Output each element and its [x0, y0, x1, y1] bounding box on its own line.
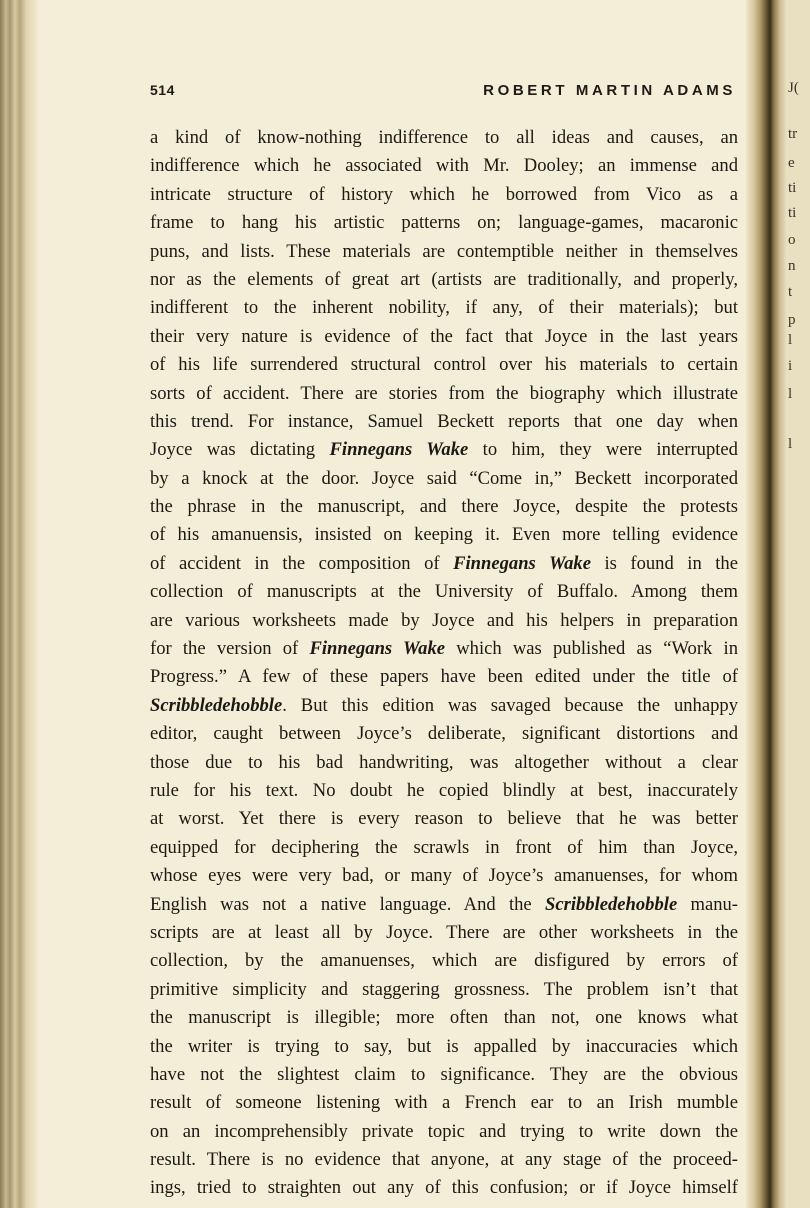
text-line — [150, 805, 738, 833]
text-line — [150, 834, 738, 862]
adjacent-page-fragment: e — [788, 155, 795, 171]
text-line — [150, 947, 738, 975]
text-segment: editor, caught between Joyce’s deliberate, significant distortions and — [150, 723, 738, 745]
text-segment: to him, they were interrupted — [468, 439, 738, 461]
book-gutter — [746, 0, 786, 1208]
text-segment: manu- — [677, 893, 738, 915]
text-segment: puns, and lists. These materials are contemptible neither in themselves — [150, 240, 738, 262]
text-line — [150, 152, 738, 180]
text-segment: the writer is trying to say, but is appalled by inaccuracies which — [150, 1035, 738, 1057]
text-segment: result. There is no evidence that anyone, at any stage of the proceed- — [150, 1149, 738, 1171]
text-line — [150, 1033, 738, 1061]
text-segment: a kind of know-nothing indifference to all ideas and causes, an — [150, 127, 738, 148]
text-segment: collection, by the amanuenses, which are disfigured by errors of — [150, 950, 738, 972]
text-segment: equipped for deciphering the scrawls in front of him than Joyce, — [150, 836, 738, 858]
text-line — [150, 862, 738, 890]
text-segment: ings, tried to straighten out any of this confusion; or if Joyce himself — [150, 1177, 738, 1199]
running-head-author: ROBERT MARTIN ADAMS — [483, 82, 736, 99]
text-line — [150, 266, 738, 294]
text-line — [150, 550, 738, 578]
adjacent-page-fragment: t — [788, 284, 793, 300]
text-segment: the manuscript is illegible; more often than not, one knows what — [150, 1007, 738, 1029]
italic-title: Scribbledehobble — [544, 893, 678, 915]
text-line — [150, 692, 738, 720]
text-segment: the phrase in the manuscript, and there Joyce, despite the protests — [150, 496, 738, 518]
text-line — [150, 891, 738, 919]
text-segment: for the version of — [150, 638, 310, 660]
text-segment: sorts of accident. There are stories from the biography which illustrate — [150, 382, 738, 404]
text-line — [150, 181, 738, 209]
text-line — [150, 436, 738, 464]
text-segment: which was published as “Work in — [445, 638, 738, 660]
text-segment: Joyce was dictating — [150, 439, 330, 461]
adjacent-page-fragment: p — [788, 312, 796, 328]
text-segment: are various worksheets made by Joyce and his helpers in preparation — [150, 609, 738, 631]
text-segment: this trend. For instance, Samuel Beckett reports that one day when — [150, 410, 738, 432]
adjacent-page-fragment: J( — [788, 80, 799, 96]
text-line — [150, 465, 738, 493]
text-segment: intricate structure of history which he borrowed from Vico as a — [150, 183, 738, 205]
italic-title: Finnegans Wake — [309, 638, 446, 660]
text-segment: on an incomprehensibly private topic and trying to write down the — [150, 1120, 738, 1142]
adjacent-page-edge — [786, 0, 810, 1208]
text-line — [150, 777, 738, 805]
running-head — [150, 82, 736, 104]
text-line — [150, 663, 738, 691]
text-line — [150, 493, 738, 521]
text-line — [150, 238, 738, 266]
body-text — [150, 124, 738, 1203]
text-line — [150, 607, 738, 635]
adjacent-page-fragment: tr — [788, 126, 798, 142]
adjacent-page-fragment: ti — [788, 180, 797, 196]
text-line — [150, 380, 738, 408]
text-segment: . But this edition was savaged because the unhappy — [282, 694, 738, 716]
book-binding-left — [0, 0, 38, 1208]
text-line — [150, 976, 738, 1004]
text-line — [150, 635, 738, 663]
text-line — [150, 1061, 738, 1089]
text-line — [150, 294, 738, 322]
text-line — [150, 749, 738, 777]
text-segment: whose eyes were very bad, or many of Joyce’s amanuenses, for whom — [150, 865, 738, 887]
text-segment: rule for his text. No doubt he copied blindly at best, inaccurately — [150, 779, 738, 801]
text-line — [150, 408, 738, 436]
text-line — [150, 1174, 738, 1202]
text-line — [150, 323, 738, 351]
text-line — [150, 1089, 738, 1117]
text-line — [150, 1004, 738, 1032]
text-segment: at worst. Yet there is every reason to believe that he was better — [150, 808, 738, 830]
text-segment: of accident in the composition of — [150, 552, 454, 574]
text-segment: of his amanuensis, insisted on keeping it. Even more telling evidence — [150, 524, 738, 546]
text-segment: nor as the elements of great art (artists are traditionally, and properly, — [150, 268, 738, 290]
text-line — [150, 578, 738, 606]
text-line — [150, 720, 738, 748]
text-line — [150, 1146, 738, 1174]
text-segment: have not the slightest claim to significance. They are the obvious — [150, 1063, 738, 1085]
text-segment: scripts are at least all by Joyce. There are other worksheets in the — [150, 921, 738, 943]
italic-title: Finnegans Wake — [329, 439, 469, 461]
page-number: 514 — [150, 82, 175, 98]
text-line — [150, 919, 738, 947]
text-line — [150, 124, 738, 152]
adjacent-page-fragment: l — [788, 332, 793, 348]
text-segment: indifference which he associated with Mr. Dooley; an immense and — [150, 155, 738, 177]
text-line — [150, 209, 738, 237]
text-segment: their very nature is evidence of the fact that Joyce in the last years — [150, 325, 738, 347]
adjacent-page-fragment: ti — [788, 205, 797, 221]
text-segment: of his life surrendered structural control over his materials to certain — [150, 354, 738, 376]
text-segment: by a knock at the door. Joyce said “Come in,” Beckett incorporated — [150, 467, 738, 489]
text-line — [150, 521, 738, 549]
adjacent-page-fragment: l — [788, 436, 793, 452]
text-segment: result of someone listening with a French ear to an Irish mumble — [150, 1092, 738, 1114]
text-segment: indifferent to the inherent nobility, if any, of their materials); but — [150, 297, 738, 319]
adjacent-page-fragment: l — [788, 386, 793, 402]
italic-title: Finnegans Wake — [453, 552, 591, 574]
adjacent-page-fragment: i — [788, 358, 793, 374]
text-segment: English was not a native language. And the — [150, 893, 545, 915]
text-line — [150, 1118, 738, 1146]
text-segment: is found in the — [590, 552, 738, 574]
text-segment: collection of manuscripts at the University of Buffalo. Among them — [150, 581, 738, 603]
text-segment: frame to hang his artistic patterns on; language-games, macaronic — [150, 212, 738, 234]
text-segment: Progress.” A few of these papers have been edited under the title of — [150, 666, 738, 688]
italic-title: Scribbledehobble — [150, 694, 283, 716]
adjacent-page-fragment: n — [788, 258, 796, 274]
adjacent-page-fragment: o — [788, 232, 796, 248]
text-segment: those due to his bad handwriting, was altogether without a clear — [150, 751, 738, 773]
text-segment: primitive simplicity and staggering grossness. The problem isn’t that — [150, 978, 738, 1000]
text-line — [150, 351, 738, 379]
